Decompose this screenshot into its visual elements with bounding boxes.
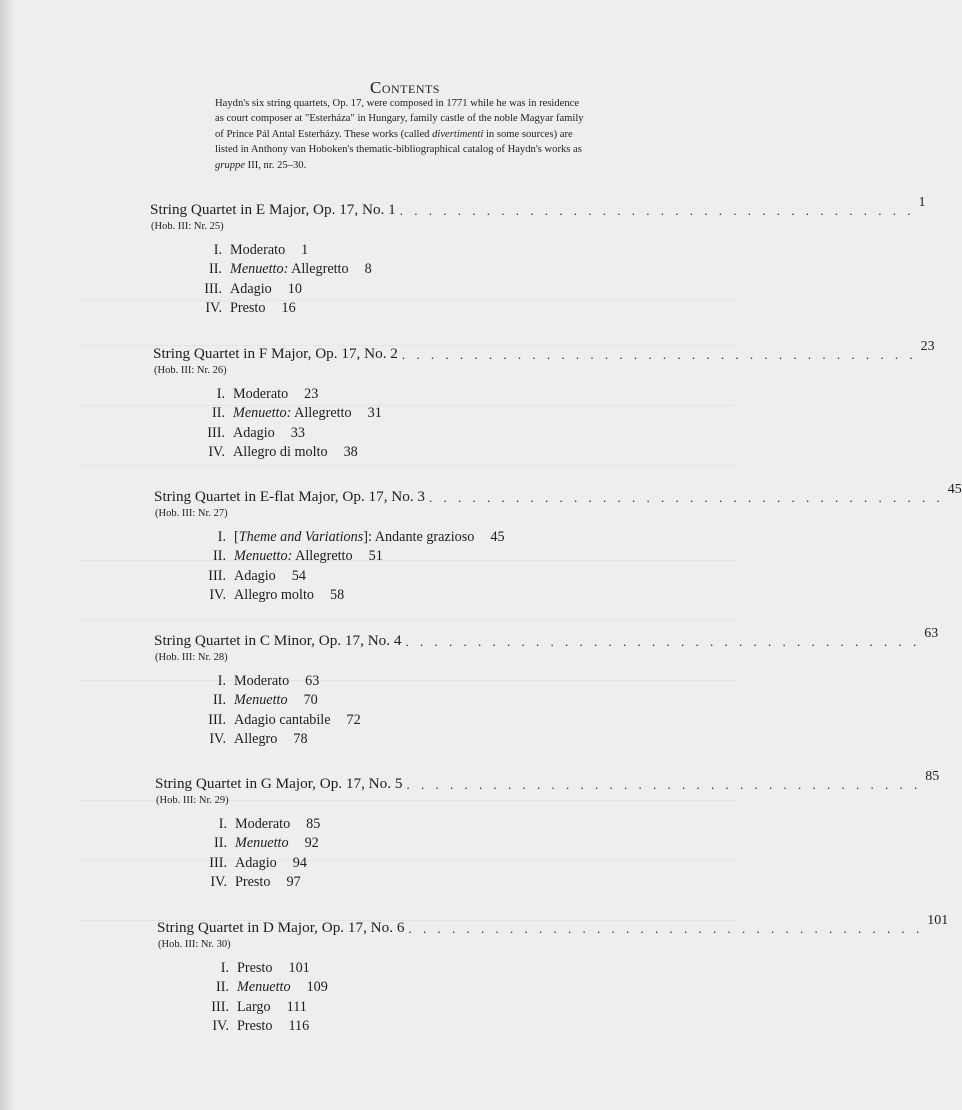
dot-leader: . . . . . . . . . . . . . . . . . . . . . . . . . . . . . . . . . . . . — [408, 921, 924, 936]
movement-name — [230, 242, 285, 261]
movement-name-text: Allegretto — [288, 261, 349, 278]
quartet-title: String Quartet in F Major, Op. 17, No. 2 — [153, 345, 398, 362]
movement-name-italic: Menuetto: — [233, 405, 292, 422]
movement-page-number: 97 — [286, 873, 301, 890]
movement-number: I. — [218, 816, 227, 832]
movement-page-number: 78 — [293, 730, 308, 747]
movement-number: IV. — [209, 730, 226, 747]
hoboken-catalog-number: (Hob. III: Nr. 26) — [154, 365, 227, 376]
movement-name-text: Largo — [237, 998, 271, 1015]
dot-leader: . . . . . . . . . . . . . . . . . . . . . . . . . . . . . . . . . . . . — [401, 347, 917, 362]
movement-page-number: 116 — [288, 1017, 310, 1034]
movement-number: IV. — [210, 873, 227, 890]
movement-name — [235, 855, 277, 874]
movement-name — [235, 874, 270, 893]
movement-name-text: Adagio — [230, 280, 272, 297]
dot-leader: . . . . . . . . . . . . . . . . . . . . . . . . . . . . . . . . . . . . — [405, 634, 921, 649]
movement-name — [234, 692, 288, 711]
movement-page-number: 8 — [364, 261, 372, 278]
movement-number: IV. — [212, 1017, 229, 1034]
movement-name-text: Presto — [237, 960, 273, 976]
movement-name — [237, 979, 291, 998]
movement-list — [198, 529, 654, 606]
movement-name — [234, 587, 314, 606]
movement-name — [233, 444, 328, 463]
movement-name-text: ]: Andante grazioso — [363, 529, 475, 545]
movement-name-text: Allegro molto — [234, 586, 314, 603]
movement-page-number: 63 — [305, 673, 320, 689]
quartet-page-number: 23 — [920, 339, 935, 354]
movement-name-text: Adagio — [235, 854, 277, 871]
quartet-title: String Quartet in E-flat Major, Op. 17, No. 3 — [154, 488, 426, 505]
quartet-title-row — [150, 195, 926, 219]
movement-page-number: 16 — [281, 299, 296, 316]
quartet-page-number: 85 — [925, 769, 940, 784]
intro-paragraph: Haydn's six string quartets, Op. 17, were composed in 1771 while he was in residence as court composer at "Esterháza" in Hungary, family castle of the noble Magyar family of Prince Pál Antal Esterházy. These works (called divertimenti in some sources) are listed in Anthony van Hoboken's thematic-bibliographical catalog of Haydn's works as gruppe III, nr. 25–30. — [215, 98, 584, 171]
movement-row — [197, 386, 653, 405]
movement-row — [198, 548, 654, 567]
movement-row — [201, 999, 657, 1018]
movement-row — [198, 587, 654, 606]
movement-number: I. — [217, 529, 226, 545]
movement-name-text: Allegretto — [291, 405, 352, 422]
movement-page-number: 109 — [306, 979, 328, 996]
quartet-page-number: 63 — [924, 626, 939, 641]
movement-number: I. — [217, 673, 226, 689]
quartet-title-row — [155, 769, 940, 793]
movement-row — [199, 855, 655, 874]
movement-name-text: Moderato — [235, 816, 291, 832]
movement-name-text: Adagio cantabile — [234, 711, 331, 728]
quartet-entry — [155, 769, 940, 893]
movement-page-number: 31 — [367, 405, 382, 422]
book-spine-shadow — [0, 0, 14, 1110]
movement-page-number: 101 — [288, 960, 310, 976]
movement-list — [197, 386, 653, 463]
quartet-entry — [154, 626, 939, 750]
movement-name-text: Allegro — [234, 730, 278, 747]
quartet-title: String Quartet in D Major, Op. 17, No. 6 — [157, 919, 405, 936]
movement-name — [234, 568, 276, 587]
movement-row — [201, 1018, 657, 1037]
movement-number: IV. — [209, 586, 226, 603]
movement-name — [234, 548, 353, 567]
movement-page-number: 85 — [306, 816, 321, 832]
hoboken-catalog-number: (Hob. III: Nr. 25) — [151, 221, 224, 232]
movement-name — [237, 960, 272, 979]
movement-name — [230, 281, 272, 300]
quartet-page-number: 45 — [947, 482, 962, 497]
movement-number: II. — [213, 548, 226, 565]
movement-row — [199, 874, 655, 893]
quartet-title-row — [154, 482, 962, 506]
movement-name — [230, 300, 265, 319]
movement-name-text: Adagio — [233, 424, 275, 441]
movement-page-number: 111 — [286, 998, 307, 1015]
movement-row — [199, 816, 655, 835]
movement-page-number: 51 — [368, 548, 383, 565]
movement-number: III. — [207, 424, 225, 441]
movement-row — [197, 425, 653, 444]
quartet-title: String Quartet in G Major, Op. 17, No. 5 — [155, 775, 403, 792]
movement-number: II. — [209, 261, 222, 278]
movement-name-prefix: [ — [234, 529, 239, 545]
movement-row — [194, 300, 650, 319]
movement-row — [194, 261, 650, 280]
quartet-title: String Quartet in E Major, Op. 17, No. 1 — [150, 201, 396, 218]
quartet-page-number: 101 — [927, 913, 949, 928]
movement-row — [197, 444, 653, 463]
movement-number: II. — [213, 692, 226, 709]
movement-name-text: Presto — [237, 1017, 273, 1034]
movement-name-text: Moderato — [233, 386, 289, 402]
movement-row — [198, 529, 654, 548]
show-through-line — [80, 465, 735, 466]
movement-name — [237, 1018, 272, 1037]
movement-number: II. — [214, 835, 227, 852]
movement-name-text: Allegro di molto — [233, 443, 328, 460]
page-title: Contents — [369, 78, 440, 97]
movement-list — [199, 816, 655, 893]
movement-name-text: Allegretto — [292, 548, 353, 565]
movement-number: I. — [213, 242, 222, 258]
quartet-title-row — [154, 626, 939, 650]
dot-leader: . . . . . . . . . . . . . . . . . . . . . . . . . . . . . . . . . . . . — [429, 490, 944, 505]
quartet-entry — [153, 339, 935, 463]
movement-row — [194, 242, 650, 261]
movement-page-number: 54 — [291, 567, 306, 584]
movement-list — [194, 242, 650, 319]
movement-name-italic: Menuetto — [234, 692, 288, 709]
quartet-entry — [157, 913, 949, 1037]
movement-page-number: 33 — [290, 424, 305, 441]
quartet-title-row — [153, 339, 935, 363]
movement-name — [234, 673, 289, 692]
movement-name-text: Adagio — [234, 567, 276, 584]
movement-name — [235, 816, 290, 835]
movement-name — [230, 261, 349, 280]
movement-name-text: Moderato — [234, 673, 290, 689]
movement-name — [234, 712, 331, 731]
movement-number: II. — [216, 979, 229, 996]
movement-row — [198, 712, 654, 731]
movement-name — [233, 425, 275, 444]
dot-leader: . . . . . . . . . . . . . . . . . . . . . . . . . . . . . . . . . . . . — [399, 203, 915, 218]
movement-name — [233, 405, 352, 424]
movement-row — [198, 568, 654, 587]
movement-name-italic: Menuetto: — [234, 548, 293, 565]
movement-row — [198, 692, 654, 711]
movement-list — [201, 960, 657, 1037]
movement-row — [199, 835, 655, 854]
movement-page-number: 72 — [346, 711, 361, 728]
quartet-entry — [154, 482, 962, 606]
quartet-title: String Quartet in C Minor, Op. 17, No. 4 — [154, 632, 402, 649]
movement-name — [234, 529, 474, 548]
movement-page-number: 92 — [304, 835, 319, 852]
movement-number: IV. — [205, 299, 222, 316]
hoboken-catalog-number: (Hob. III: Nr. 29) — [156, 795, 229, 806]
movement-number: I. — [216, 386, 225, 402]
movement-row — [201, 960, 657, 979]
movement-number: III. — [204, 280, 222, 297]
movement-name-italic: Menuetto — [235, 835, 289, 852]
movement-row — [201, 979, 657, 998]
quartet-page-number: 1 — [918, 195, 926, 210]
movement-number: IV. — [208, 443, 225, 460]
movement-name — [233, 386, 288, 405]
movement-row — [198, 673, 654, 692]
movement-name-text: Moderato — [230, 242, 286, 258]
hoboken-catalog-number: (Hob. III: Nr. 30) — [158, 939, 231, 950]
quartet-title-row — [157, 913, 949, 937]
movement-page-number: 38 — [343, 443, 358, 460]
movement-name — [235, 835, 289, 854]
hoboken-catalog-number: (Hob. III: Nr. 28) — [155, 652, 228, 663]
movement-page-number: 23 — [304, 386, 319, 402]
movement-name — [234, 731, 277, 750]
movement-name-italic: Theme and Variations — [238, 529, 364, 545]
movement-page-number: 70 — [303, 692, 318, 709]
movement-name-text: Presto — [235, 873, 271, 890]
movement-row — [198, 731, 654, 750]
movement-number: III. — [209, 854, 227, 871]
show-through-line — [80, 620, 735, 621]
dot-leader: . . . . . . . . . . . . . . . . . . . . . . . . . . . . . . . . . . . . — [406, 777, 922, 792]
movement-number: III. — [208, 567, 226, 584]
movement-name-italic: Menuetto: — [230, 261, 289, 278]
movement-name-italic: Menuetto — [237, 979, 291, 996]
movement-page-number: 45 — [490, 529, 505, 545]
movement-number: III. — [208, 711, 226, 728]
movement-page-number: 10 — [287, 280, 302, 297]
movement-list — [198, 673, 654, 750]
movement-page-number: 1 — [301, 242, 309, 258]
movement-page-number: 94 — [292, 854, 307, 871]
movement-row — [194, 281, 650, 300]
movement-name — [237, 999, 271, 1018]
movement-row — [197, 405, 653, 424]
movement-number: II. — [212, 405, 225, 422]
quartet-entry — [150, 195, 926, 319]
movement-number: III. — [211, 998, 229, 1015]
hoboken-catalog-number: (Hob. III: Nr. 27) — [155, 508, 228, 519]
movement-name-text: Presto — [230, 299, 266, 316]
movement-page-number: 58 — [330, 586, 345, 603]
movement-number: I. — [220, 960, 229, 976]
